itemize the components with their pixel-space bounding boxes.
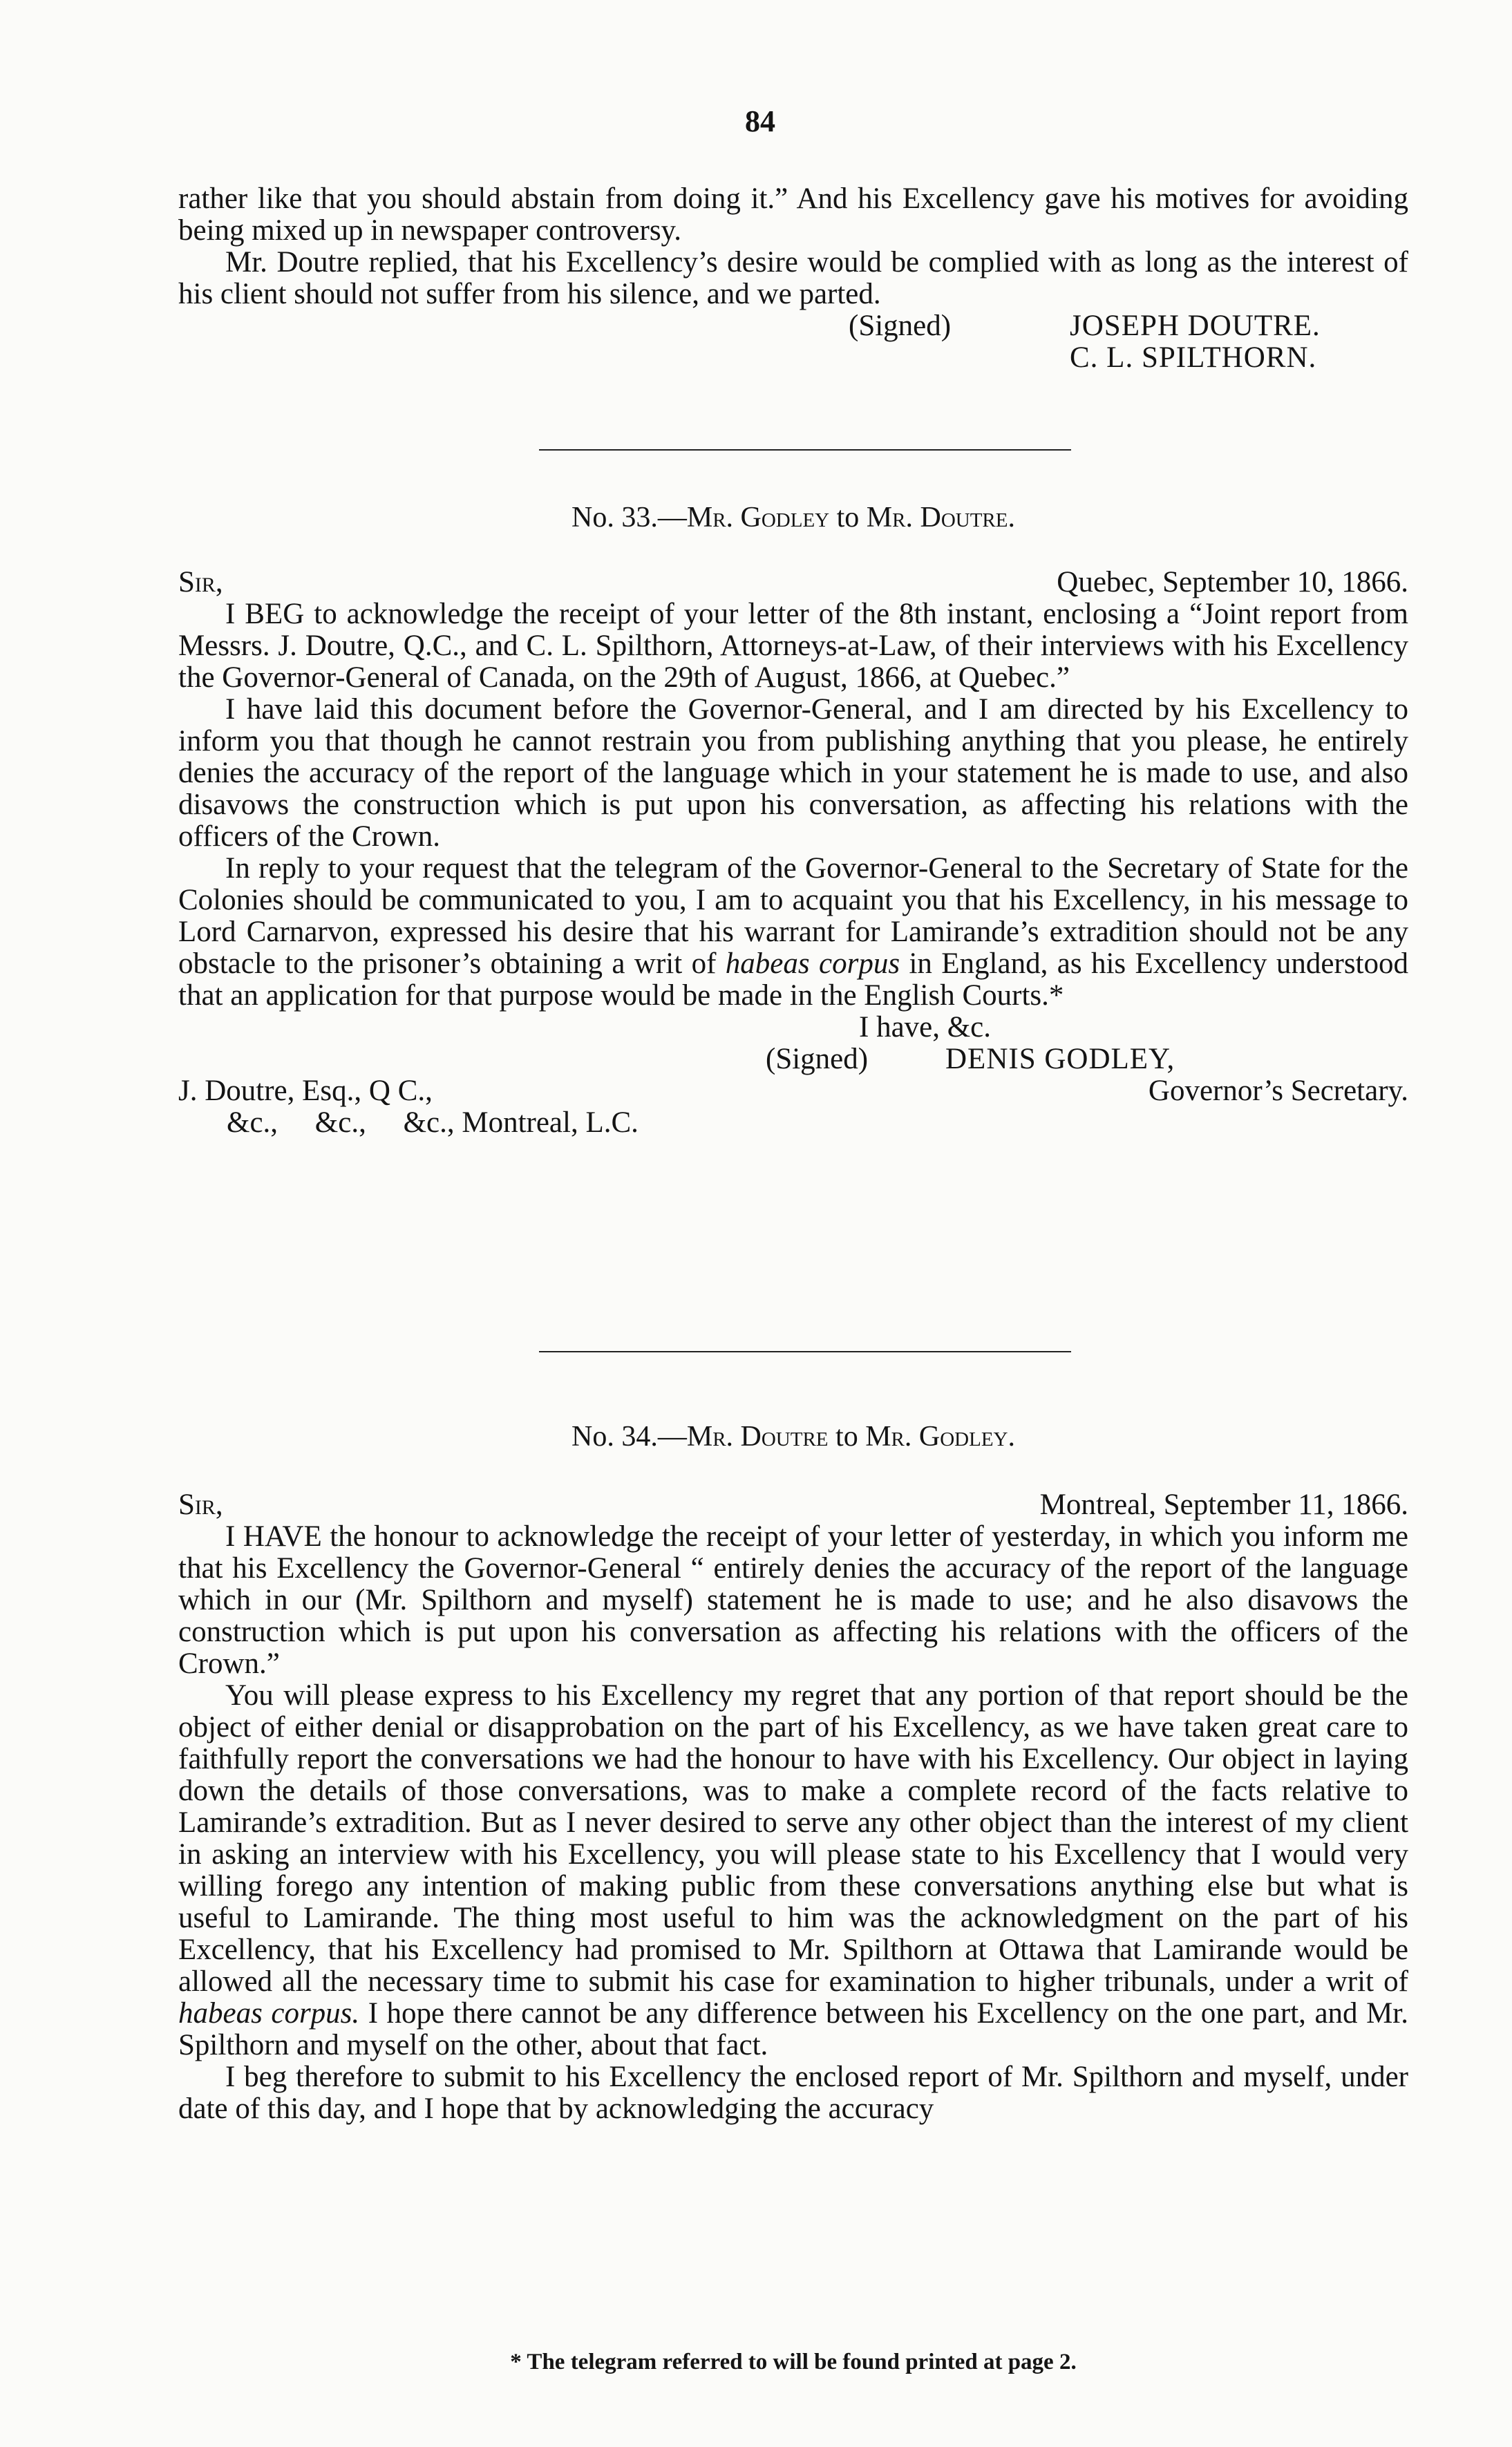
letter-heading: [178, 501, 1408, 534]
place-date: Montreal, September 11, 1866.: [1039, 1489, 1408, 1521]
salutation-line: [178, 1489, 1408, 1521]
letter-heading: [178, 1420, 1408, 1453]
paragraph: I BEG to acknowledge the receipt of your letter of the 8th instant, enclosing a “Joint report from Messrs. J. Doutre, Q.C., and C. L. Spilthorn, Attorneys-at-Law, of their interviews with his Excellency the Governor-General of Canada, on the 29th of August, 1866, at Quebec.”: [178, 598, 1408, 694]
salutation: Sir,: [178, 566, 223, 598]
place-date: Quebec, September 10, 1866.: [1057, 566, 1408, 598]
letter-number: No. 34.—: [571, 1421, 687, 1453]
section-divider: [539, 1351, 1071, 1352]
signatory-name: DENIS GODLEY,: [945, 1043, 1175, 1075]
section-divider: [539, 449, 1071, 451]
letter-to: Mr. Godley.: [865, 1421, 1015, 1453]
paragraph: You will please express to his Excellency my regret that any portion of that report should be the object of either denial or disapprobation on the part of his Excellency, as we have taken great care to faithfully report the conversations we had the honour to have with his Excellency. Our object in laying down the details of those conversations, was to make a complete record of the facts relative to Lamirande’s extradition. But as I never desired to serve any other object than the interest of my client in asking an interview with his Excellency, you will please state to his Excellency that I would very willing forego any intention of making public from these conversations anything else but what is useful to Lamirande. The thing most useful to him was the acknowledgment on the part of his Excellency, that his Excellency had promised to Mr. Spilthorn at Ottawa that Lamirande would be allowed all the necessary time to submit his case for examination to higher tribunals, under a writ of habeas corpus. I hope there cannot be any difference between his Excellency on the one part, and Mr. Spilthorn and myself on the other, about that fact.: [178, 1679, 1409, 2061]
letter-from: Mr. Doutre: [686, 1421, 829, 1453]
salutation: Sir,: [178, 1489, 223, 1521]
paragraph: In reply to your request that the telegram of the Governor-General to the Secretary of State for the Colonies should be communicated to you, I am to acquaint you that his Excellency, in his message to Lord Carnarvon, expressed his desire that his warrant for Lamirande’s extradition should not be any obstacle to the prisoner’s obtaining a writ of habeas corpus in England, as his Excellency understood that an application for that purpose would be made in the English Courts.*: [178, 852, 1409, 1012]
closing: I have, &c.: [859, 1011, 992, 1043]
letter-to-word: to: [836, 502, 860, 533]
letter-body: [178, 1489, 1408, 2125]
signed-label: (Signed): [849, 310, 952, 342]
letter-body: [178, 567, 1408, 1139]
footnote: * The telegram referred to will be found printed at page 2.: [510, 2350, 1077, 2374]
page-number: 84: [745, 104, 775, 138]
signature-line: [178, 310, 1408, 342]
signature-line: [178, 342, 1408, 374]
signature-line: [178, 1043, 1408, 1075]
signatory-name: JOSEPH DOUTRE.: [1070, 310, 1321, 342]
paragraph: I have laid this document before the Governor-General, and I am directed by his Excellency to inform you that though he cannot restrain you from publishing anything that you please, he entirely denies the accuracy of the report of the language which in your statement he is made to use, and also disavows the construction which is put upon his conversation, as affecting his relations with the officers of the Crown.: [178, 693, 1408, 853]
addressee: J. Doutre, Esq., Q C.,: [178, 1075, 433, 1107]
letter-from: Mr. Godley: [686, 502, 830, 533]
salutation-line: [178, 567, 1408, 598]
paragraph: Mr. Doutre replied, that his Excellency’s desire would be complied with as long as the interest of his client should not suffer from his silence, and we parted.: [178, 246, 1408, 310]
signatory-title: Governor’s Secretary.: [1148, 1075, 1408, 1107]
letter-continuation: [178, 183, 1408, 374]
letter-to-word: to: [835, 1421, 858, 1453]
paragraph: I beg therefore to submit to his Excellency the enclosed report of Mr. Spilthorn and myself, under date of this day, and I hope that by acknowledging the accuracy: [178, 2061, 1408, 2125]
address-line: [178, 1075, 1408, 1107]
latin-term: habeas corpus: [725, 947, 900, 980]
signatory-name: C. L. SPILTHORN.: [1070, 341, 1317, 374]
paragraph: rather like that you should abstain from doing it.” And his Excellency gave his motives for avoiding being mixed up in newspaper controversy.: [178, 182, 1408, 247]
paragraph: I HAVE the honour to acknowledge the receipt of your letter of yesterday, in which you inform me that his Excellency the Governor-General “ entirely denies the accuracy of the report of the language which in our (Mr. Spilthorn and myself) statement he is made to use; and he also disavows the construction which is put upon his conversation as affecting his relations with the officers of the Crown.”: [178, 1520, 1408, 1680]
letter-to: Mr. Doutre.: [866, 502, 1015, 533]
latin-term: habeas corpus.: [178, 1997, 360, 2030]
signed-label: (Signed): [766, 1043, 869, 1075]
closing-line: [178, 1012, 1408, 1043]
addressee-location: &c., &c., &c., Montreal, L.C.: [227, 1106, 639, 1139]
address-line: [178, 1107, 1408, 1139]
letter-number: No. 33.—: [571, 502, 687, 533]
